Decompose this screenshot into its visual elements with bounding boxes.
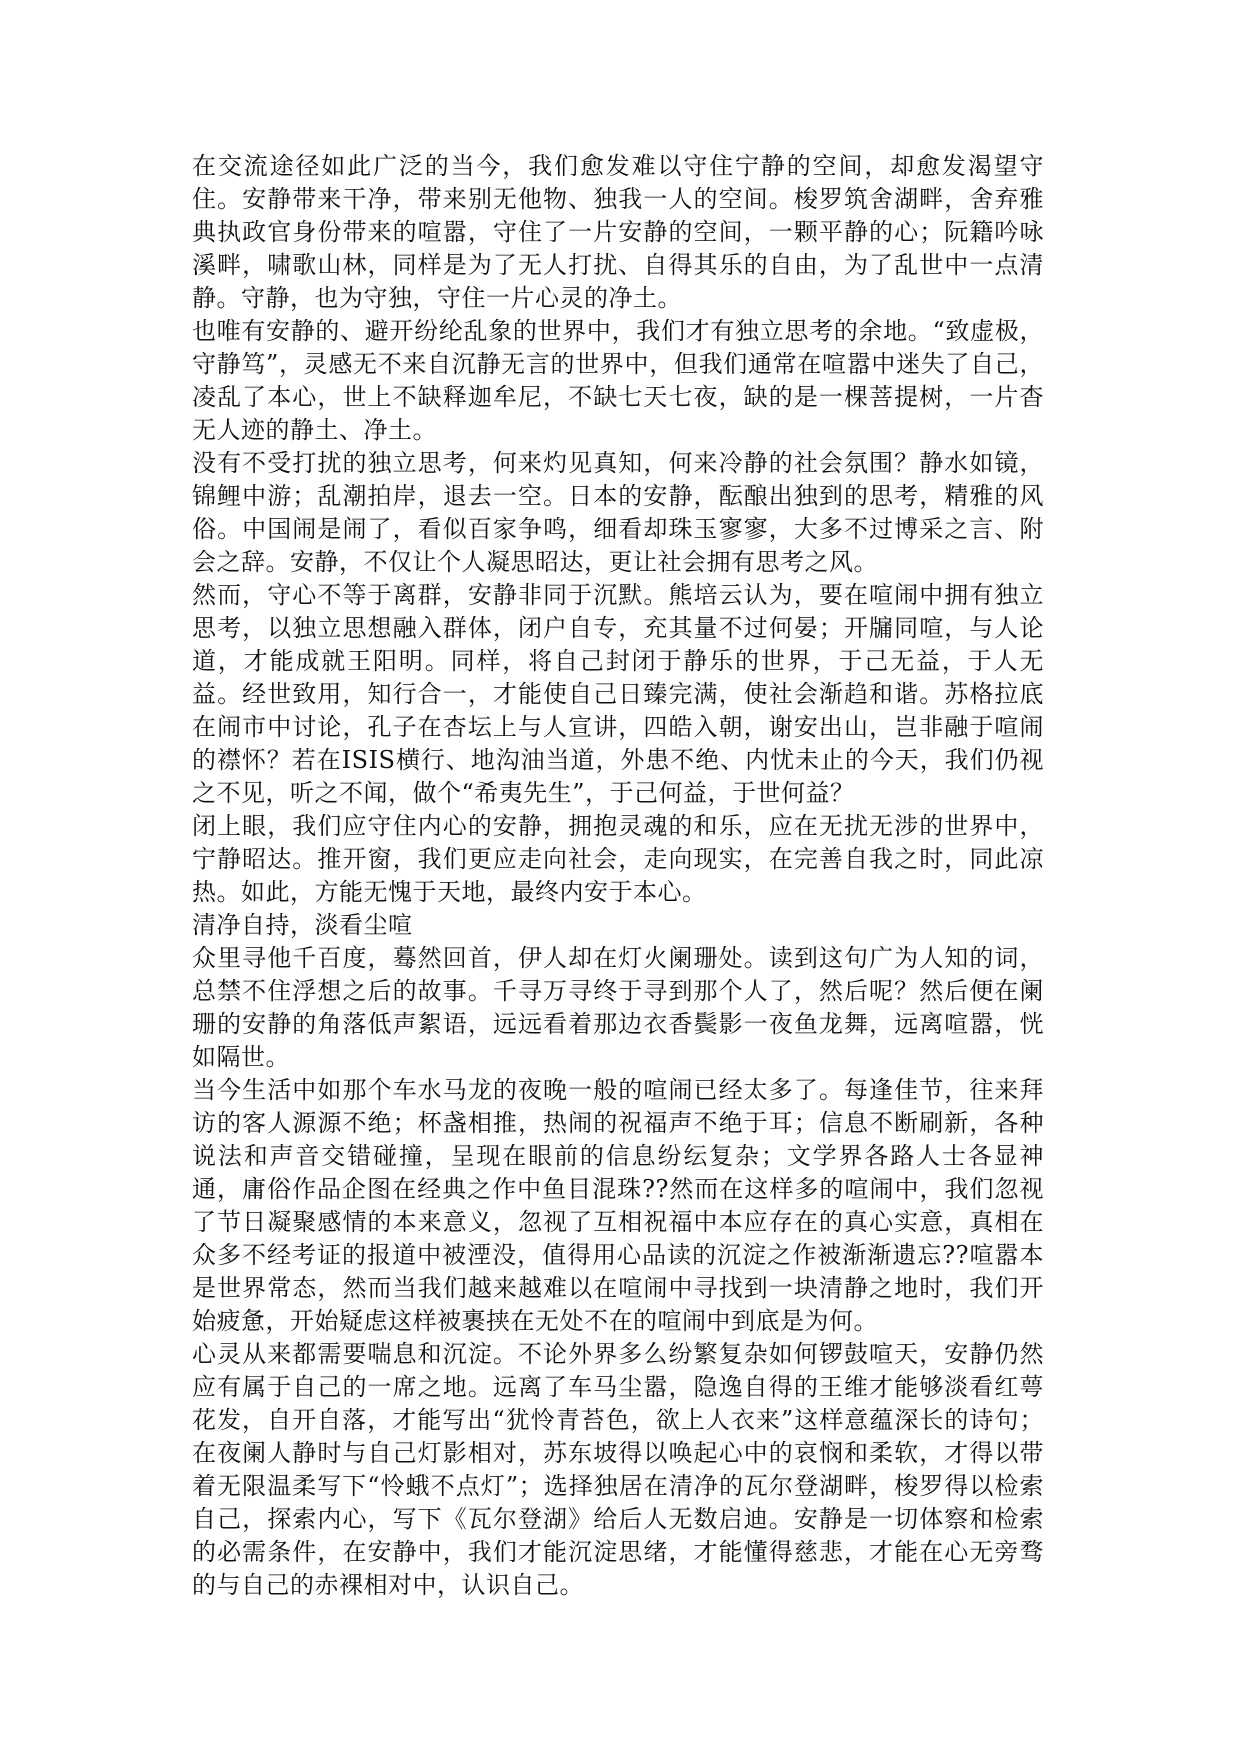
paragraph-3: 没有不受打扰的独立思考，何来灼见真知，何来冷静的社会氛围？静水如镜，锦鲤中游；乱潮拍岸，退去一空。日本的安静，酝酿出独到的思考，精雅的风俗。中国闹是闹了，看似百家争鸣，细看却珠玉寥寥，大多不过博采之言、附会之辞。安静，不仅让个人凝思昭达，更让社会拥有思考之风。 xyxy=(192,449,1044,576)
paragraph-2: 也唯有安静的、避开纷纶乱象的世界中，我们才有独立思考的余地。“致虚极，守静笃”，灵感无不来自沉静无言的世界中，但我们通常在喧嚣中迷失了自己，凌乱了本心，世上不缺释迦牟尼，不缺七天七夜，缺的是一棵菩提树，一片杳无人迹的静土、净土。 xyxy=(192,317,1044,444)
paragraph-7: 当今生活中如那个车水马龙的夜晚一般的喧闹已经太多了。每逢佳节，往来拜访的客人源源不绝；杯盏相推，热闹的祝福声不绝于耳；信息不断刷新，各种说法和声音交错碰撞，呈现在眼前的信息纷纭复杂；文学界各路人士各显神通，庸俗作品企图在经典之作中鱼目混珠??然而在这样多的喧闹中，我们忽视了节日凝聚感情的本来意义，忽视了互相祝福中本应存在的真心实意，真相在众多不经考证的报道中被湮没，值得用心品读的沉淀之作被渐渐遗忘??喧嚣本是世界常态，然而当我们越来越难以在喧闹中寻找到一块清静之地时，我们开始疲惫，开始疑虑这样被裹挟在无处不在的喧闹中到底是为何。 xyxy=(192,1076,1044,1335)
paragraph-5: 闭上眼，我们应守住内心的安静，拥抱灵魂的和乐，应在无扰无涉的世界中，宁静昭达。推开窗，我们更应走向社会，走向现实，在完善自我之时，同此凉热。如此，方能无愧于天地，最终内安于本心。 xyxy=(192,812,1044,906)
section-title: 清净自持，淡看尘喧 xyxy=(192,911,413,939)
paragraph-1: 在交流途径如此广泛的当今，我们愈发难以守住宁静的空间，却愈发渴望守住。安静带来干净，带来别无他物、独我一人的空间。梭罗筑舍湖畔，舍弃雅典执政官身份带来的喧嚣，守住了一片安静的空间，一颗平静的心；阮籍吟咏溪畔，啸歌山林，同样是为了无人打扰、自得其乐的自由，为了乱世中一点清静。守静，也为守独，守住一片心灵的净土。 xyxy=(192,152,1044,312)
document-body xyxy=(192,150,1044,1602)
paragraph-6: 众里寻他千百度，蓦然回首，伊人却在灯火阑珊处。读到这句广为人知的词，总禁不住浮想之后的故事。千寻万寻终于寻到那个人了，然后呢？然后便在阑珊的安静的角落低声絮语，远远看着那边衣香鬓影一夜鱼龙舞，远离喧嚣，恍如隔世。 xyxy=(192,944,1044,1071)
paragraph-8: 心灵从来都需要喘息和沉淀。不论外界多么纷繁复杂如何锣鼓喧天，安静仍然应有属于自己的一席之地。远离了车马尘嚣，隐逸自得的王维才能够淡看红萼花发，自开自落，才能写出“犹怜青苔色，欲上人衣来”这样意蕴深长的诗句；在夜阑人静时与自己灯影相对，苏东坡得以唤起心中的哀悯和柔软，才得以带着无限温柔写下“怜蛾不点灯”；选择独居在清净的瓦尔登湖畔，梭罗得以检索自己，探索内心，写下《瓦尔登湖》给后人无数启迪。安静是一切体察和检索的必需条件，在安静中，我们才能沉淀思绪，才能懂得慈悲，才能在心无旁骛的与自己的赤裸相对中，认识自己。 xyxy=(192,1340,1044,1599)
paragraph-4: 然而，守心不等于离群，安静非同于沉默。熊培云认为，要在喧闹中拥有独立思考，以独立思想融入群体，闭户自专，充其量不过何晏；开牖同喧，与人论道，才能成就王阳明。同样，将自己封闭于静乐的世界，于己无益，于人无益。经世致用，知行合一，才能使自己日臻完满，使社会渐趋和谐。苏格拉底在闹市中讨论，孔子在杏坛上与人宣讲，四皓入朝，谢安出山，岂非融于喧闹的襟怀？若在ISIS横行、地沟油当道，外患不绝、内忧未止的今天，我们仍视之不见，听之不闻，做个“希夷先生”，于己何益，于世何益？ xyxy=(192,581,1044,807)
